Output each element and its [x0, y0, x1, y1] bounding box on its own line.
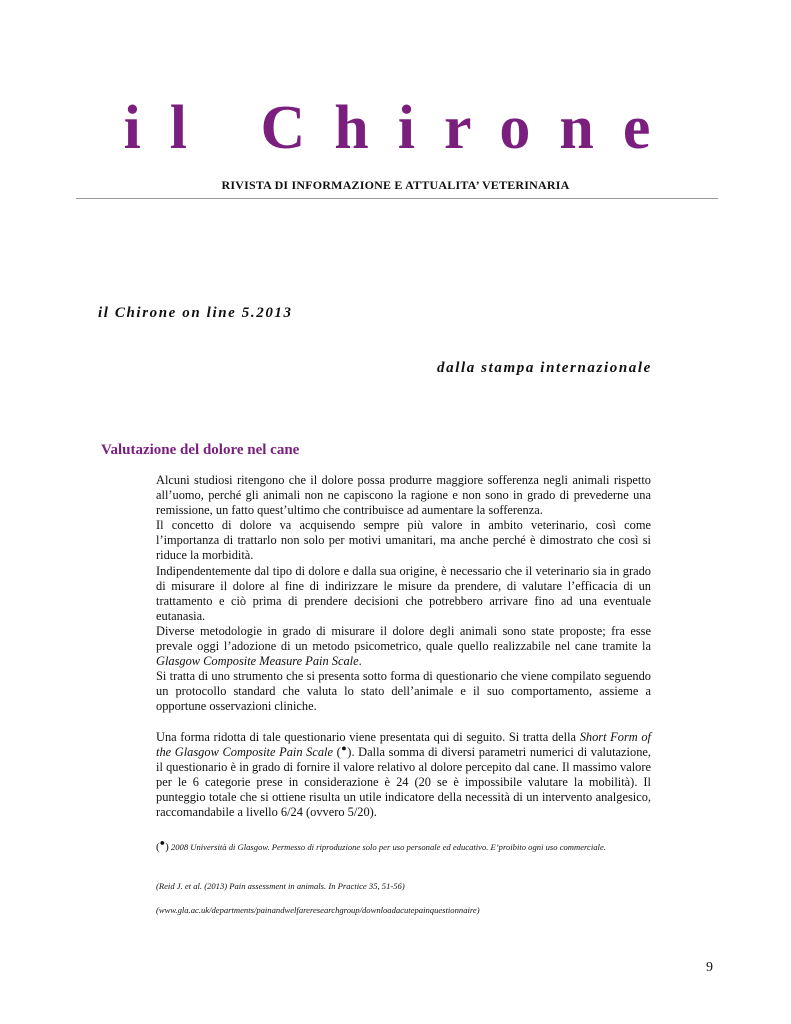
paragraph-1: Alcuni studiosi ritengono che il dolore possa produrre maggiore sofferenza negli animali rispetto all’uomo, perché gli animali non ne capiscono la ragione e non sono in grado di prevederne una remissione, un fatto quest’ultimo che contribuisce ad aumentare la sofferenza. — [156, 473, 651, 518]
issue-line: il Chirone on line 5.2013 — [98, 305, 293, 321]
paragraph-6-text: Una forma ridotta di tale questionario viene presentata qui di seguito. Si tratta della — [156, 729, 580, 744]
section-label: dalla stampa internazionale — [437, 360, 652, 376]
masthead-title: il Chirone — [123, 94, 680, 162]
header-divider — [76, 198, 718, 199]
footnote-reference: (Reid J. et al. (2013) Pain assessment in animals. In Practice 35, 51-56) — [156, 881, 405, 891]
paragraph-2: Il concetto di dolore va acquisendo sempre più valore in ambito veterinario, così come l’importanza di trattarlo non solo per motivi umanitari, ma anche perché è dimostrato che così si riduce la morbidità. — [156, 518, 651, 563]
paragraph-6-scale-name: Short Form of the Glasgow Composite Pain Scale — [156, 729, 652, 759]
article-body — [156, 473, 651, 820]
copyright-marker: ● — [340, 742, 348, 753]
paragraph-6-end: . Dalla somma di diversi parametri numerici di valutazione, il questionario è in grado di fornire il valore relativo al dolore percepito dal cane. Il massimo valore per le 6 categorie prese in considerazione è 24 (20 se è impossibile valutare la mobilità). Il punteggio totale che si ottiene risulta un utile indicatore della necessità di un intervento analgesico, raccomandabile a livello 6/24 (ovvero 5/20). — [156, 744, 651, 819]
paragraph-5: Si tratta di uno strumento che si presenta sotto forma di questionario che viene compilato seguendo un protocollo standard che valuta lo stato dell’animale e il suo comportamento, assieme a opportune osservazioni cliniche. — [156, 669, 651, 714]
footnote-copyright: (●) 2008 Università di Glasgow. Permesso di riproduzione solo per uso personale ed educativo. E’proibito ogni uso commerciale. — [156, 837, 606, 853]
paragraph-4 — [156, 624, 651, 669]
paragraph-6: Una forma ridotta di tale questionario viene presentata qui di seguito. Si tratta della Short Form of the Glasgow Composite Pain Scale (●). Dalla somma di diversi parametri numerici di valutazione, il questionario è in grado di fornire il valore relativo al dolore percepito dal cane. Il massimo valore per le 6 categorie prese in considerazione è 24 (20 se è impossibile valutare la mobilità). Il punteggio totale che si ottiene risulta un utile indicatore della necessità di un intervento analgesico, raccomandabile a livello 6/24 (ovvero 5/20). — [156, 729, 652, 819]
paragraph-4-text: Diverse metodologie in grado di misurare il dolore degli animali sono state proposte; fra esse prevale oggi l’adozione di un metodo psicometrico, quale quello realizzabile nel cane tramite la — [156, 623, 651, 654]
paragraph-3: Indipendentemente dal tipo di dolore e dalla sua origine, è necessario che il veterinario sia in grado di misurare il dolore al fine di indirizzare le misure da prendere, di valutare l’efficacia di un trattamento e ciò prima di prendere decisioni che potrebbero arrivare fino ad una eventuale eutanasia. — [156, 563, 651, 623]
page-number: 9 — [706, 960, 713, 975]
footnote-marker: ● — [159, 837, 166, 848]
paragraph-spacer — [156, 715, 651, 730]
paragraph-4-scale-name: Glasgow Composite Measure Pain Scale — [156, 654, 359, 669]
article-title: Valutazione del dolore nel cane — [101, 442, 300, 458]
masthead-subtitle: RIVISTA DI INFORMAZIONE E ATTUALITA’ VETERINARIA — [221, 178, 570, 192]
footnote-copyright-text: 2008 Università di Glasgow. Permesso di riproduzione solo per uso personale ed educativo. E’proibito ogni uso commerciale. — [170, 842, 606, 852]
footnote-url[interactable]: (www.gla.ac.uk/departments/painandwelfareresearchgroup/downloadacutepainquestionnaire) — [156, 905, 480, 915]
paragraph-4-end: . — [358, 654, 362, 669]
